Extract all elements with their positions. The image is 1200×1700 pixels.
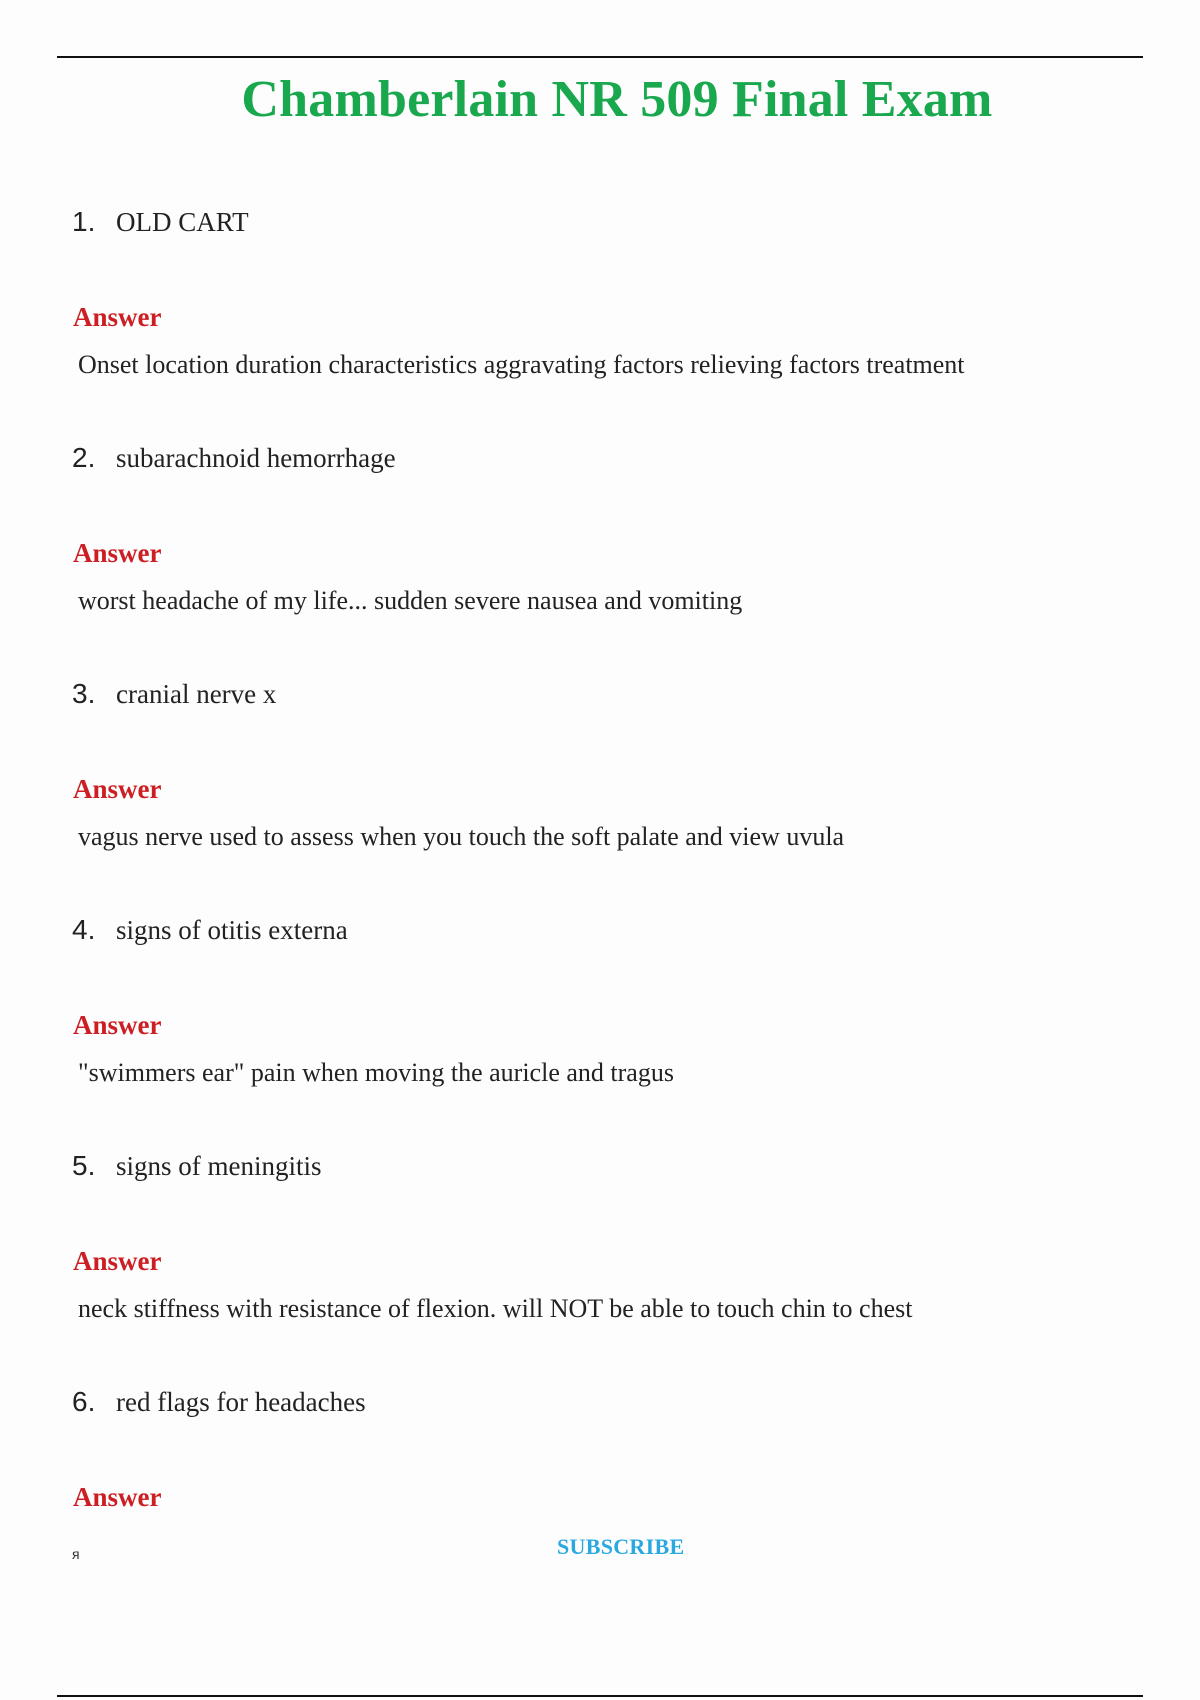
subscribe-link[interactable]: SUBSCRIBE <box>557 1534 685 1559</box>
question-item-1 <box>0 205 1200 441</box>
question-item-6 <box>0 1385 1200 1621</box>
answer-label: Answer <box>73 302 162 332</box>
question-number: 4. <box>72 914 96 945</box>
question-number: 2. <box>72 442 96 473</box>
answer-label: Answer <box>73 538 162 568</box>
answer-label: Answer <box>73 774 162 804</box>
answer-label: Answer <box>73 1482 162 1512</box>
question-item-4 <box>0 913 1200 1149</box>
question-text: cranial nerve x <box>116 679 277 709</box>
question <box>72 441 396 475</box>
answer-text: "swimmers ear" pain when moving the auricle and tragus <box>78 1058 674 1087</box>
question <box>72 205 249 239</box>
stray-glyph: я <box>72 1546 80 1562</box>
question <box>72 677 276 711</box>
answer-text: Onset location duration characteristics aggravating factors relieving factors treatment <box>78 350 965 379</box>
question-text: signs of otitis externa <box>116 915 348 945</box>
page-title: Chamberlain NR 509 Final Exam <box>241 71 993 128</box>
question <box>72 913 348 947</box>
answer-text: neck stiffness with resistance of flexion. will NOT be able to touch chin to chest <box>78 1294 913 1323</box>
top-rule <box>57 56 1143 58</box>
question-text: signs of meningitis <box>116 1151 322 1181</box>
bottom-rule <box>57 1695 1143 1697</box>
question-text: red flags for headaches <box>116 1387 366 1417</box>
question-text: OLD CART <box>116 207 249 237</box>
question-item-2 <box>0 441 1200 677</box>
question-number: 3. <box>72 678 96 709</box>
question-number: 5. <box>72 1150 96 1181</box>
question-number: 1. <box>72 206 96 237</box>
question-item-5 <box>0 1149 1200 1385</box>
answer-text: worst headache of my life... sudden severe nausea and vomiting <box>78 586 743 615</box>
answer-label: Answer <box>73 1010 162 1040</box>
question <box>72 1385 366 1419</box>
question-text: subarachnoid hemorrhage <box>116 443 396 473</box>
question-number: 6. <box>72 1386 96 1417</box>
answer-label: Answer <box>73 1246 162 1276</box>
answer-text: vagus nerve used to assess when you touch the soft palate and view uvula <box>78 822 845 851</box>
question-item-3 <box>0 677 1200 913</box>
question <box>72 1149 322 1183</box>
